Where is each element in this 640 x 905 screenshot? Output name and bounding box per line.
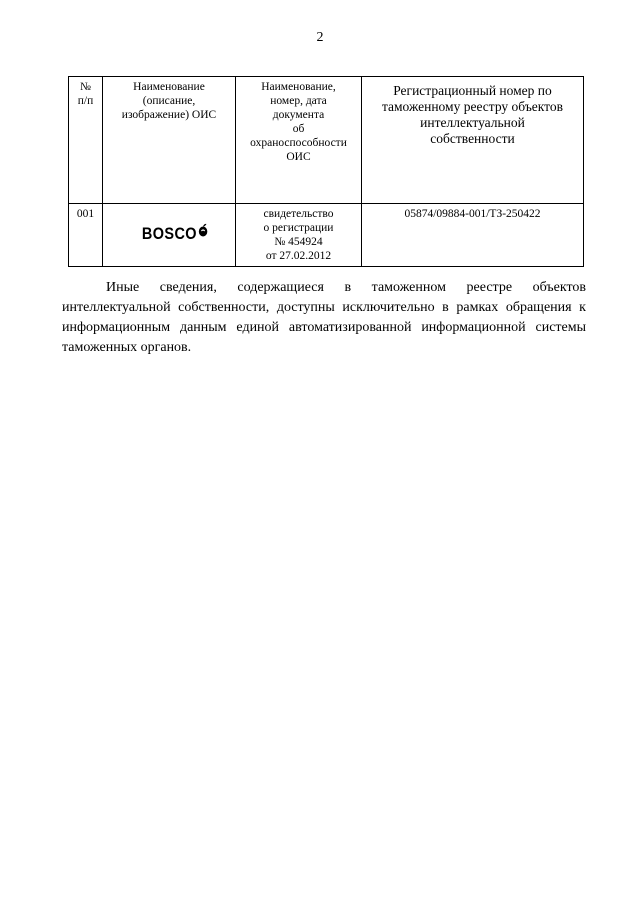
row-number: 001 <box>69 204 103 267</box>
bosco-logo <box>141 224 197 243</box>
header-name-line: Наименование <box>133 81 205 93</box>
bosco-logo-text: BOSCO <box>141 224 197 243</box>
registry-table <box>68 76 584 267</box>
header-registration-line: Регистрационный номер по <box>393 83 552 98</box>
header-document-line: документа <box>272 109 325 121</box>
header-number-line: № <box>80 81 91 93</box>
header-document-line: ОИС <box>286 151 311 163</box>
page-number: 2 <box>316 30 324 45</box>
header-document-line: Наименование, <box>261 81 336 93</box>
header-name-line: изображение) ОИС <box>121 109 217 121</box>
info-paragraph: Иные сведения, содержащиеся в таможенном реестре объектов интеллектуальной собственности, доступны исключительно в рамках обращения к информационным данным единой автоматизированной информационной системы таможенных органов. <box>62 280 586 355</box>
header-registration-line: собственности <box>430 131 515 146</box>
header-name-line: (описание, <box>142 95 196 107</box>
header-registration-line: интеллектуальной <box>420 115 525 130</box>
header-number <box>69 77 103 204</box>
row-document-line: № 454924 <box>274 236 323 248</box>
header-registration <box>362 77 584 204</box>
row-document-line: от 27.02.2012 <box>265 250 332 262</box>
header-document <box>236 77 362 204</box>
header-name <box>103 77 236 204</box>
header-document-line: об <box>292 123 305 135</box>
header-document-line: охраноспособности <box>250 137 347 149</box>
row-document-line: о регистрации <box>263 222 334 234</box>
header-number-line: п/п <box>77 95 94 107</box>
table-row <box>69 204 584 267</box>
apple-icon <box>197 223 207 237</box>
row-document <box>236 204 362 267</box>
header-document-line: номер, дата <box>270 95 327 107</box>
header-registration-line: таможенному реестру объектов <box>381 99 564 114</box>
row-registration-number: 05874/09884-001/ТЗ-250422 <box>362 204 584 267</box>
row-document-line: свидетельство <box>263 208 334 220</box>
table-header-row <box>69 77 584 204</box>
row-logo-cell <box>103 204 236 267</box>
